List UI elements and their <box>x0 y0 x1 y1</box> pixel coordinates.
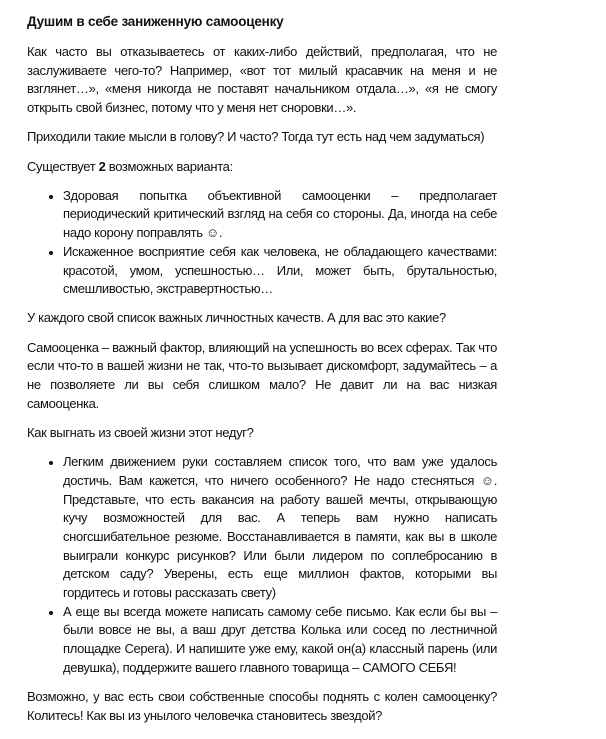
variant-count: 2 <box>98 158 106 174</box>
advice-list <box>27 453 497 677</box>
variants-list <box>27 187 497 299</box>
paragraph-closing: Возможно, у вас есть свои собственные способы поднять с колен самооценку? Колитесь! Как вы из унылого человечка становитесь звездой? <box>27 689 497 723</box>
list-item: • А еще вы всегда можете написать самому себе письмо. Как если бы вы – были вовсе не вы, а ваш друг детства Колька или сосед по лестничной площадке Серега). И напишите уже ему, какой он(а) классный парень (или девушка), поддержите вашего главного товарища – САМОГО СЕБЯ! <box>63 603 497 678</box>
document-title: Душим в себе заниженную самооценку <box>27 14 284 29</box>
paragraph-question: Приходили такие мысли в голову? И часто? Тогда тут есть над чем задуматься) <box>27 129 485 145</box>
text: возможных варианта: <box>105 158 233 174</box>
paragraph-how: Как выгнать из своей жизни этот недуг? <box>27 424 254 440</box>
document <box>27 12 497 736</box>
list-item: • Легким движением руки составляем список того, что вам уже удалось достичь. Вам кажется, что ничего особенного? Не надо стесняться ☺. Представьте, что есть вакансия на работу вашей мечты, открывающую кучу возможностей для вас. А теперь вам нужно написать сногсшибательное резюме. Восстанавливается в памяти, как вы в школе выиграли конкурс рисунков? Или были лидером по соплебросанию в детском саду? Уверены, есть еще миллион фактов, которыми вы гордитесь и готовы рассказать свету) <box>63 453 497 603</box>
paragraph-intro: Как часто вы отказываетесь от каких-либо действий, предполагая, что не заслуживаете чего-то? Например, «вот тот милый красавчик на меня и не взглянет…», «меня никогда не поставят начальником отдала…», «я не смогу открыть свой бизнес, потому что у меня нет сноровки…». <box>27 44 497 116</box>
list-item: • Искаженное восприятие себя как человека, не обладающего качествами: красотой, умом, успешностью… Или, может быть, брутальностью, смешливостью, экстравертностью… <box>63 243 497 299</box>
text: Существует <box>27 158 99 174</box>
list-item: • Здоровая попытка объективной самооценки – предполагает периодический критический взгляд на себя со стороны. Да, иногда на себе надо корону поправлять ☺. <box>63 187 497 243</box>
paragraph-importance: Самооценка – важный фактор, влияющий на успешность во всех сферах. Так что если что-то в вашей жизни не так, что-то вызывает дискомфорт, задумайтесь – а не позволяете ли вы себя слишком мало? Не давит ли на вас низкая самооценка. <box>27 339 497 411</box>
paragraph-qualities: У каждого свой список важных личностных качеств. А для вас это какие? <box>27 310 446 326</box>
paragraph-variants <box>27 158 497 177</box>
